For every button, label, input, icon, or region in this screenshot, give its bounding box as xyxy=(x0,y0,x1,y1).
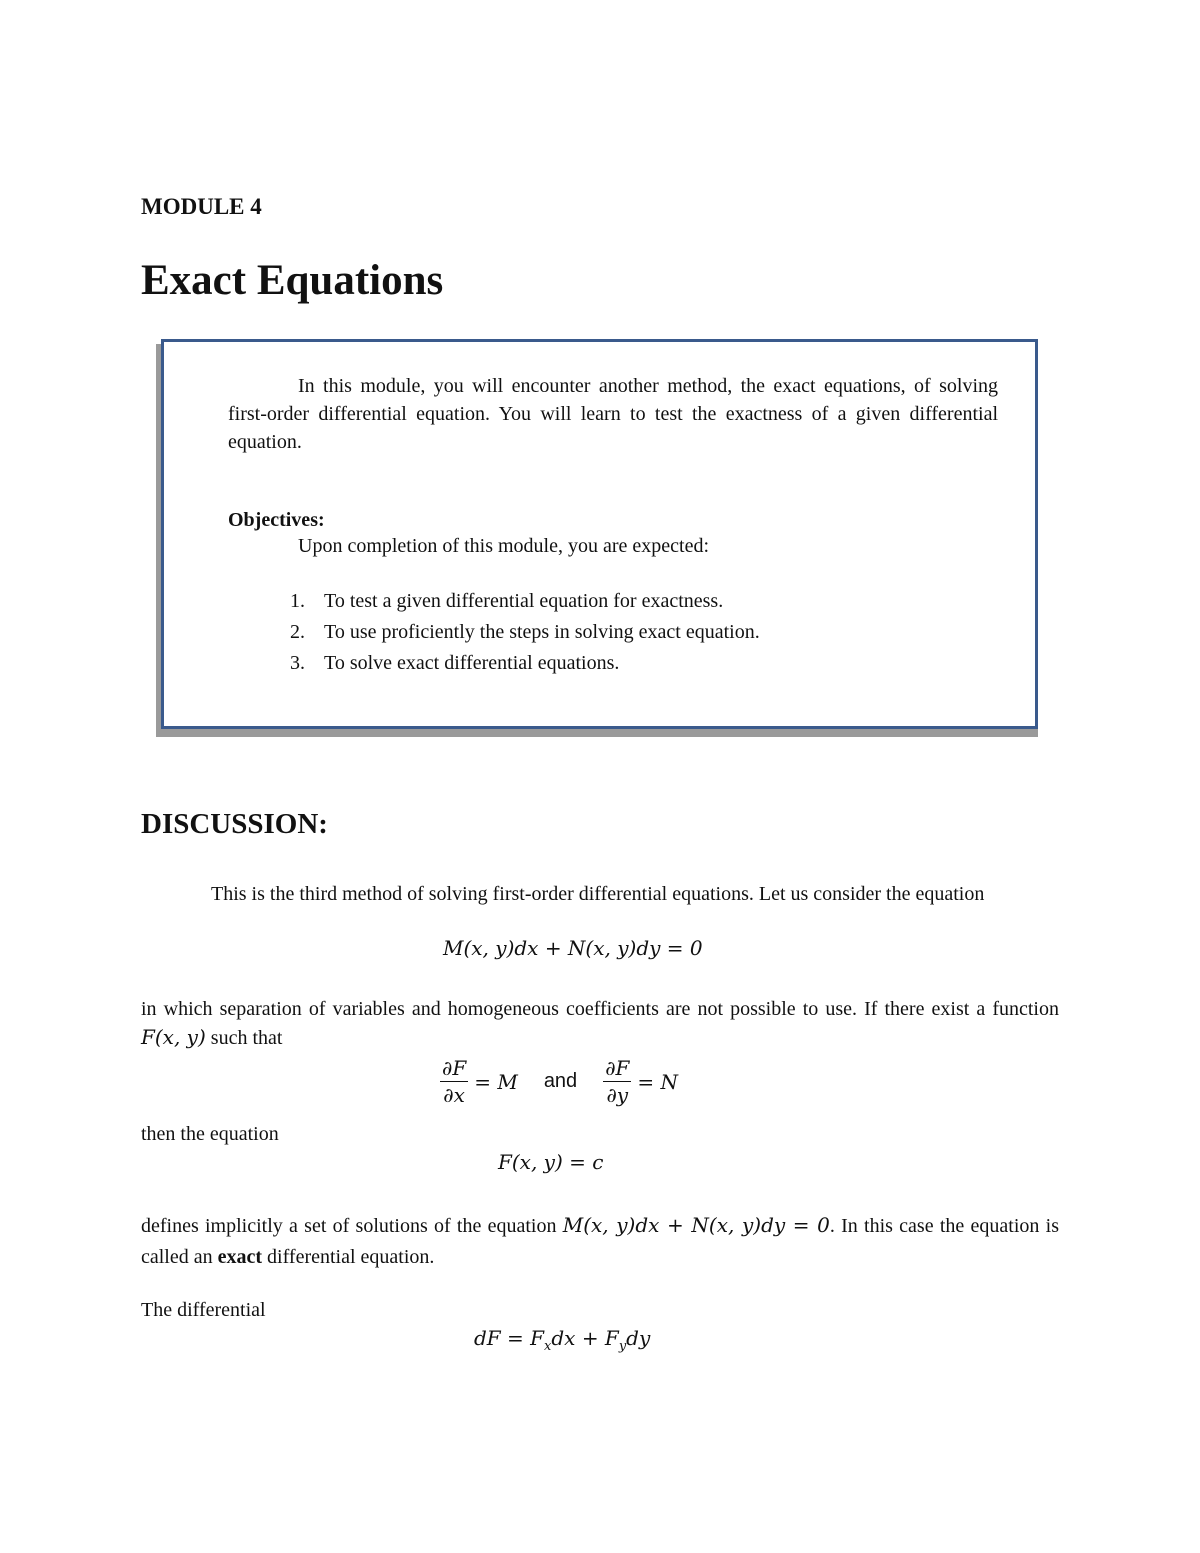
numerator: ∂F xyxy=(605,1056,630,1080)
objectives-list xyxy=(290,590,760,683)
list-item xyxy=(290,590,760,621)
list-text: To use proficiently the steps in solving exact equation. xyxy=(324,621,760,643)
fraction-dF-dx xyxy=(440,1056,468,1107)
list-text: To test a given differential equation for exactness. xyxy=(324,590,724,612)
denominator: ∂x xyxy=(443,1083,465,1107)
bold-term: exact xyxy=(217,1246,263,1268)
discussion-heading: DISCUSSION: xyxy=(141,808,328,840)
partial-derivative-conditions xyxy=(440,1056,678,1107)
paragraph-text: defines implicitly a set of solutions of the equation xyxy=(141,1215,557,1237)
discussion-paragraph-5: The differential xyxy=(141,1299,266,1321)
list-number: 2. xyxy=(290,621,305,643)
numerator: ∂F xyxy=(442,1056,467,1080)
equation-part: dx + F xyxy=(551,1326,619,1350)
equation-total-differential xyxy=(474,1326,650,1354)
page-title: Exact Equations xyxy=(141,257,444,304)
list-number: 1. xyxy=(290,590,305,612)
paragraph-text: This is the third method of solving first-order differential equations. Let us consider the equation xyxy=(211,883,985,905)
discussion-paragraph-2 xyxy=(141,995,1059,1052)
equation-implicit-solution: F(x, y) = c xyxy=(498,1150,604,1174)
objectives-intro: Upon completion of this module, you are expected: xyxy=(298,535,710,557)
intro-text: In this module, you will encounter another method, the exact equations, of solving first-order differential equation. You will learn to test the exactness of a given differential equation. xyxy=(228,375,998,453)
equation-part: dF = F xyxy=(474,1326,545,1350)
connector-word: and xyxy=(543,1070,578,1092)
discussion-paragraph-4 xyxy=(141,1210,1059,1273)
paragraph-text: differential equation. xyxy=(267,1246,435,1268)
equation-rhs: = M xyxy=(474,1069,518,1094)
list-number: 3. xyxy=(290,652,305,674)
module-label: MODULE 4 xyxy=(141,194,262,219)
fraction-dF-dy xyxy=(603,1056,631,1107)
list-item xyxy=(290,621,760,652)
subscript-y: y xyxy=(618,1339,627,1354)
list-text: To solve exact differential equations. xyxy=(324,652,620,674)
discussion-paragraph-3: then the equation xyxy=(141,1123,279,1145)
intro-paragraph xyxy=(228,372,998,456)
subscript-x: x xyxy=(544,1339,552,1354)
list-item xyxy=(290,652,760,683)
objectives-heading: Objectives: xyxy=(228,509,325,531)
inline-equation: F(x, y) xyxy=(141,1025,206,1049)
denominator: ∂y xyxy=(606,1083,629,1107)
paragraph-text: . In this case the equation is called an xyxy=(141,1215,1059,1268)
discussion-paragraph-1 xyxy=(141,880,1059,908)
paragraph-text: such that xyxy=(210,1027,283,1049)
paragraph-text: in which separation of variables and homogeneous coefficients are not possible to use. If there exist a function xyxy=(141,998,1059,1020)
equation-general-form: M(x, y)dx + N(x, y)dy = 0 xyxy=(443,936,703,960)
equation-rhs: = N xyxy=(637,1069,679,1094)
equation-part: dy xyxy=(626,1326,651,1350)
inline-equation: M(x, y)dx + N(x, y)dy = 0 xyxy=(562,1213,830,1237)
